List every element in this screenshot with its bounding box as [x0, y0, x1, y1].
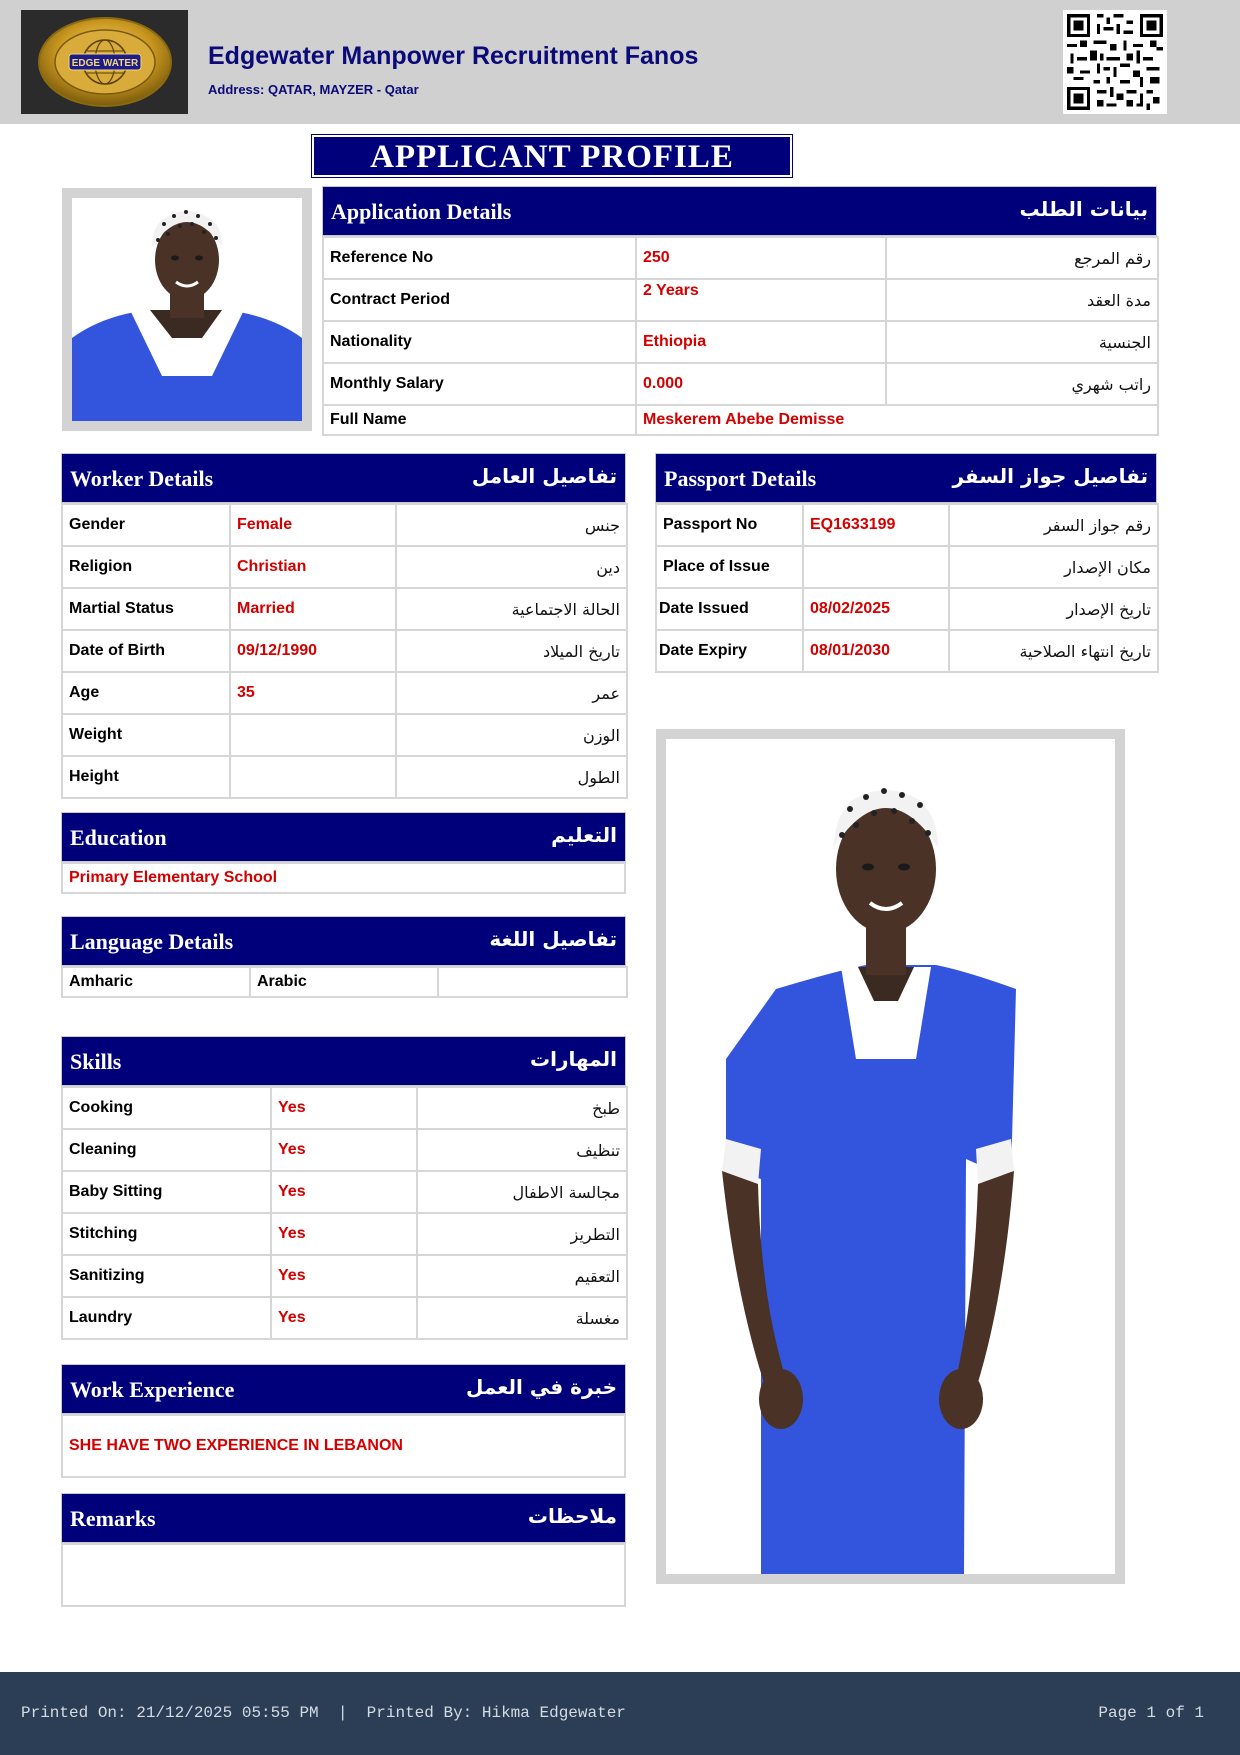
height-label-ar: الطول	[396, 756, 627, 798]
application-details-title-en: Application Details	[331, 199, 512, 224]
gender-value: Female	[230, 504, 396, 546]
skill-cleaning-value: Yes	[271, 1129, 417, 1171]
work-experience-title-ar: خبرة في العمل	[466, 1375, 617, 1399]
passport-details-title-en: Passport Details	[664, 466, 817, 491]
reference-no-label: Reference No	[323, 237, 636, 279]
table-row	[62, 1129, 627, 1171]
skills-title-ar: المهارات	[530, 1047, 617, 1071]
table-row	[62, 546, 627, 588]
table-row	[656, 504, 1158, 546]
date-expiry-value: 08/01/2030	[803, 630, 949, 672]
table-row	[656, 588, 1158, 630]
worker-details-header	[61, 453, 626, 503]
remarks-value	[61, 1543, 626, 1607]
work-experience-header	[61, 1364, 626, 1414]
application-details-header	[322, 186, 1157, 236]
logo-text: EDGE WATER	[71, 58, 138, 69]
language-table	[61, 966, 628, 998]
gender-label-ar: جنس	[396, 504, 627, 546]
print-footer	[0, 1672, 1240, 1755]
date-issued-label-ar: تاريخ الإصدار	[949, 588, 1158, 630]
applicant-photo-full-body	[656, 729, 1125, 1584]
education-section	[61, 812, 626, 894]
education-title-ar: التعليم	[551, 823, 617, 847]
page-number: Page 1 of 1	[1098, 1704, 1204, 1722]
date-issued-value: 08/02/2025	[803, 588, 949, 630]
company-address: Address: QATAR, MAYZER - Qatar	[208, 82, 419, 97]
place-of-issue-label: Place of Issue	[656, 546, 803, 588]
table-row	[323, 363, 1158, 405]
worker-details-title-ar: تفاصيل العامل	[471, 464, 617, 488]
skill-stitching-value: Yes	[271, 1213, 417, 1255]
passport-details-table	[655, 503, 1159, 673]
work-experience-section	[61, 1364, 626, 1478]
skills-header	[61, 1036, 626, 1086]
age-value: 35	[230, 672, 396, 714]
table-row	[62, 588, 627, 630]
contract-period-value: 2 Years	[636, 279, 886, 321]
passport-details-header	[655, 453, 1157, 503]
skill-laundry-label: Laundry	[62, 1297, 271, 1339]
skill-cooking-value: Yes	[271, 1087, 417, 1129]
passport-no-label-ar: رقم جواز السفر	[949, 504, 1158, 546]
page-header	[0, 0, 1240, 124]
table-row	[656, 630, 1158, 672]
contract-period-label-ar: مدة العقد	[886, 279, 1158, 321]
table-row	[62, 1213, 627, 1255]
reference-no-label-ar: رقم المرجع	[886, 237, 1158, 279]
marital-status-value: Married	[230, 588, 396, 630]
language-item: Arabic	[250, 967, 438, 997]
religion-label: Religion	[62, 546, 230, 588]
marital-status-label: Martial Status	[62, 588, 230, 630]
skill-baby-sitting-value: Yes	[271, 1171, 417, 1213]
age-label-ar: عمر	[396, 672, 627, 714]
education-title-en: Education	[70, 825, 167, 850]
remarks-section	[61, 1493, 626, 1607]
full-name-label: Full Name	[323, 405, 636, 435]
worker-details-title-en: Worker Details	[70, 466, 214, 491]
monthly-salary-label-ar: راتب شهري	[886, 363, 1158, 405]
qr-code-icon	[1063, 10, 1167, 114]
table-row	[62, 756, 627, 798]
place-of-issue-label-ar: مكان الإصدار	[949, 546, 1158, 588]
worker-details-section	[61, 453, 626, 799]
skill-laundry-value: Yes	[271, 1297, 417, 1339]
monthly-salary-value: 0.000	[636, 363, 886, 405]
date-of-birth-value: 09/12/1990	[230, 630, 396, 672]
table-row	[62, 630, 627, 672]
language-item	[438, 967, 627, 997]
company-name: Edgewater Manpower Recruitment Fanos	[208, 42, 699, 70]
table-row	[323, 405, 1158, 435]
religion-label-ar: دين	[396, 546, 627, 588]
language-details-header	[61, 916, 626, 966]
language-details-title-ar: تفاصيل اللغة	[489, 927, 617, 951]
monthly-salary-label: Monthly Salary	[323, 363, 636, 405]
skill-sanitizing-label: Sanitizing	[62, 1255, 271, 1297]
table-row	[323, 321, 1158, 363]
reference-no-value: 250	[636, 237, 886, 279]
skills-section	[61, 1036, 626, 1340]
nationality-label-ar: الجنسية	[886, 321, 1158, 363]
page-title: APPLICANT PROFILE	[312, 135, 792, 177]
passport-no-value: EQ1633199	[803, 504, 949, 546]
application-details-table	[322, 236, 1159, 436]
passport-no-label: Passport No	[656, 504, 803, 546]
printed-info: Printed On: 21/12/2025 05:55 PM | Printed By: Hikma Edgewater	[21, 1704, 626, 1722]
skill-stitching-label: Stitching	[62, 1213, 271, 1255]
age-label: Age	[62, 672, 230, 714]
skill-cooking-label: Cooking	[62, 1087, 271, 1129]
skill-sanitizing-value: Yes	[271, 1255, 417, 1297]
gender-label: Gender	[62, 504, 230, 546]
education-value: Primary Elementary School	[61, 862, 626, 894]
worker-details-table	[61, 503, 628, 799]
height-value	[230, 756, 396, 798]
table-row	[62, 672, 627, 714]
education-header	[61, 812, 626, 862]
language-item: Amharic	[62, 967, 250, 997]
globe-emblem-icon	[35, 14, 175, 110]
remarks-header	[61, 1493, 626, 1543]
weight-value	[230, 714, 396, 756]
table-row	[62, 504, 627, 546]
skills-table	[61, 1086, 628, 1340]
date-of-birth-label: Date of Birth	[62, 630, 230, 672]
date-of-birth-label-ar: تاريخ الميلاد	[396, 630, 627, 672]
skill-baby-sitting-label-ar: مجالسة الاطفال	[417, 1171, 627, 1213]
applicant-photo-portrait	[62, 188, 312, 431]
table-row	[62, 714, 627, 756]
skill-sanitizing-label-ar: التعقيم	[417, 1255, 627, 1297]
weight-label-ar: الوزن	[396, 714, 627, 756]
table-row	[656, 546, 1158, 588]
language-details-section	[61, 916, 626, 998]
date-issued-label: Date Issued	[656, 588, 803, 630]
weight-label: Weight	[62, 714, 230, 756]
place-of-issue-value	[803, 546, 949, 588]
remarks-title-en: Remarks	[70, 1506, 156, 1531]
passport-details-section	[655, 453, 1157, 673]
table-row	[62, 967, 627, 997]
skill-cleaning-label: Cleaning	[62, 1129, 271, 1171]
skill-cooking-label-ar: طبخ	[417, 1087, 627, 1129]
application-details-section	[322, 186, 1157, 436]
work-experience-title-en: Work Experience	[70, 1377, 235, 1402]
marital-status-label-ar: الحالة الاجتماعية	[396, 588, 627, 630]
passport-details-title-ar: تفاصيل جواز السفر	[952, 464, 1148, 488]
work-experience-value: SHE HAVE TWO EXPERIENCE IN LEBANON	[61, 1414, 626, 1478]
date-expiry-label-ar: تاريخ انتهاء الصلاحية	[949, 630, 1158, 672]
date-expiry-label: Date Expiry	[656, 630, 803, 672]
application-details-title-ar: بيانات الطلب	[1019, 197, 1148, 221]
nationality-label: Nationality	[323, 321, 636, 363]
table-row	[62, 1087, 627, 1129]
religion-value: Christian	[230, 546, 396, 588]
skill-laundry-label-ar: مغسلة	[417, 1297, 627, 1339]
remarks-title-ar: ملاحظات	[527, 1504, 617, 1528]
nationality-value: Ethiopia	[636, 321, 886, 363]
table-row	[323, 237, 1158, 279]
table-row	[62, 1297, 627, 1339]
full-name-value: Meskerem Abebe Demisse	[636, 405, 1158, 435]
table-row	[323, 279, 1158, 321]
skill-stitching-label-ar: التطريز	[417, 1213, 627, 1255]
skill-baby-sitting-label: Baby Sitting	[62, 1171, 271, 1213]
height-label: Height	[62, 756, 230, 798]
skills-title-en: Skills	[70, 1049, 122, 1074]
table-row	[62, 1171, 627, 1213]
language-details-title-en: Language Details	[70, 929, 234, 954]
table-row	[62, 1255, 627, 1297]
company-logo	[21, 10, 188, 114]
contract-period-label: Contract Period	[323, 279, 636, 321]
skill-cleaning-label-ar: تنظيف	[417, 1129, 627, 1171]
